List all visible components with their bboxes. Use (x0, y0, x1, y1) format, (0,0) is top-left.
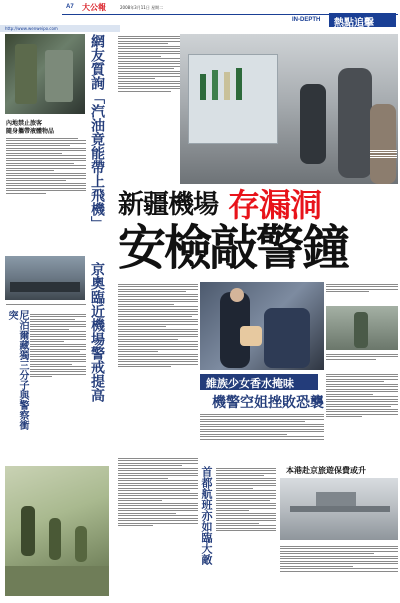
bottom-center-text (216, 466, 276, 596)
headline-1-a: 新疆機場 (118, 190, 219, 220)
left-photo-caption (6, 302, 86, 308)
kicker-vertical-2: 京奧臨近機場警戒提高 (89, 262, 105, 402)
right-small-caption (326, 352, 398, 370)
left-item2-body (30, 312, 86, 448)
kicker-vertical-1: 網友質詢「汽油竟能帶上飛機」 (89, 34, 105, 230)
left-photo-bottom (5, 466, 109, 596)
main-top-photo-caption (370, 148, 397, 182)
middle-body-text (200, 412, 324, 462)
right-lower-text (280, 544, 398, 596)
main-body-text-lower-left (118, 456, 198, 596)
main-top-photo (180, 34, 398, 184)
url-bar (0, 25, 120, 32)
page-number: A7 (66, 4, 74, 10)
main-body-text-left (118, 282, 198, 452)
right-small-photo (326, 306, 398, 350)
masthead: 大公報 (82, 3, 106, 12)
dateline: 2008年3月11日 星期二 (120, 5, 164, 10)
section-title: 熱點追擊 (334, 18, 374, 29)
headline-2: 安檢敲警鐘 (118, 220, 349, 276)
left-item1-title-line1: 內地禁止旅客 (6, 120, 43, 127)
right-body-text (326, 372, 398, 462)
url-text: http://www.wenweipo.com (5, 26, 58, 31)
headline-1-b: 存漏洞 (228, 186, 322, 224)
left-photo-middle (5, 256, 85, 300)
right-lower-headline: 本港赴京旅遊保費或升 (286, 466, 366, 475)
main-top-text-block (118, 34, 180, 184)
left-item1-body (6, 136, 86, 254)
left-photo-top (5, 34, 85, 114)
bottom-vertical-headline: 首都航班亦如臨大敵 (200, 466, 213, 565)
sub-headline-bar-text: 維族少女香水掩味 (206, 377, 294, 390)
middle-photo (200, 282, 324, 370)
left-item1-title-line2: 隨身攜帶液體物品 (6, 128, 55, 135)
sub-headline-2: 機警空姐挫敗恐襲 (212, 395, 324, 411)
sub-headline-bar (200, 374, 318, 390)
right-lower-photo (280, 478, 398, 540)
header-bar (0, 0, 400, 32)
section-label: IN-DEPTH (292, 17, 321, 23)
left-item2-vertical-title: 尼泊爾藏獨三分子與警察衝突 (6, 310, 28, 430)
right-small-text-top (326, 282, 398, 304)
